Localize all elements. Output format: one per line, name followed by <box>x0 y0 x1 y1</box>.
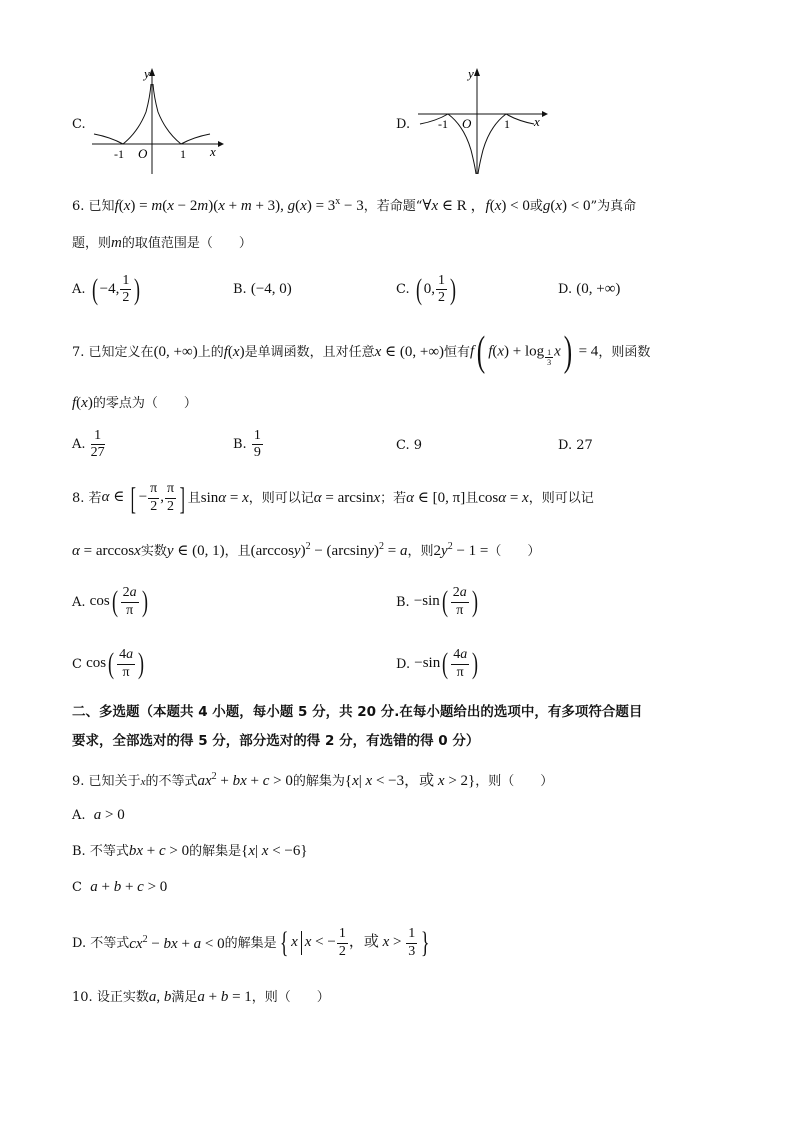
q9-option-b-label: B. 不等式 <box>72 844 129 859</box>
q10-vars: a, b <box>148 989 172 1005</box>
q6-text6: 的取值范围是（ ） <box>121 236 252 251</box>
q9-option-a-label: A. <box>72 808 86 823</box>
q9-option-b-text2: 的解集是 <box>189 844 242 859</box>
q7-option-a[interactable] <box>72 428 106 461</box>
q6-option-b-label: B. <box>233 282 247 297</box>
question-8-line2 <box>72 542 540 559</box>
graph-d <box>414 62 554 177</box>
q6-text1: 已知 <box>88 199 115 214</box>
q6-option-c-label: C. <box>396 282 410 298</box>
q9-option-c-value: a + b + c > 0 <box>90 879 168 895</box>
q10-number: 10. <box>72 990 93 1005</box>
section-2-heading-line2: 要求，全部选对的得 5 分，部分选对的得 2 分，有选错的得 0 分） <box>72 733 480 749</box>
q9-text2: 的不等式 <box>145 774 198 789</box>
q9-text4: ，则（ ） <box>475 774 554 789</box>
q7-option-c[interactable]: C. 9 <box>396 438 423 453</box>
q8-option-a-value: cos( $\frac{2a}{\pi}$ ) <box>89 585 148 618</box>
q7-option-b-label: B. <box>233 437 247 453</box>
q6-number: 6. <box>72 199 85 214</box>
question-9 <box>72 772 553 789</box>
graph-c-x: x <box>210 144 216 159</box>
q7-option-b[interactable] <box>233 428 264 461</box>
q7-domain: x ∈ (0, +∞) <box>374 343 445 360</box>
section-2-heading-line1: 二、多选题（本题共 4 小题，每小题 5 分，共 20 分.在每小题给出的选项中，有多项符合题目 <box>72 704 643 720</box>
question-10 <box>72 990 330 1005</box>
q7-text4: 恒有 <box>444 344 471 360</box>
q7-fx-2: f(x) <box>72 395 93 411</box>
q6-option-c-value: ( 0, $\frac{1}{2}$ ) <box>415 272 457 306</box>
q8-text9: ，则 <box>407 544 434 559</box>
graph-c-y: y <box>144 66 150 81</box>
q8-option-d[interactable] <box>396 644 480 684</box>
q8-text3: ，则可以记 <box>248 490 314 506</box>
q8-option-d-label: D. <box>396 656 411 672</box>
q7-equation: f( f(x) + log $_{\frac{1}{3}}$ x) = 4 <box>470 329 599 375</box>
q9-text3: 的解集为 <box>292 774 345 789</box>
q6-m: m <box>111 235 122 251</box>
q7-text3: 是单调函数，且对任意 <box>244 344 375 360</box>
graph-d-x: x <box>534 114 540 129</box>
q6-formula-forall: ∀x ∈ R ，f(x) < 0 <box>422 198 530 214</box>
q8-interval2: α ∈ [0, π] <box>406 489 466 506</box>
q6-text4: ”为真命 <box>590 199 637 214</box>
q10-text1: 设正实数 <box>96 990 149 1005</box>
q6-text3: 或 <box>529 199 543 214</box>
q8-option-c-value: cos( $\frac{4a}{\pi}$ ) <box>86 647 145 680</box>
q8-text2: 且 <box>187 490 201 506</box>
q9-option-d[interactable] <box>72 922 433 964</box>
q6-option-a-value: ( −4, $\frac{1}{2}$ ) <box>91 272 141 306</box>
q8-option-d-value: −sin( $\frac{4a}{\pi}$ ) <box>414 647 479 680</box>
q8-option-b-label: B. <box>396 594 410 610</box>
q9-option-b[interactable] <box>72 844 308 859</box>
q6-formula-f: f(x) = m(x − 2m)(x + m + 3), $g(x) = 3^x - 3$ <box>114 196 364 214</box>
q9-solution-set: {x| x < −3，或 x > 2} <box>344 773 476 789</box>
q9-option-c-label: C <box>72 880 82 895</box>
question-6-line1 <box>72 197 636 214</box>
q6-option-b[interactable] <box>233 282 292 297</box>
q8-number: 8. <box>72 490 85 506</box>
q7-text5: ，则函数 <box>598 344 651 360</box>
q7-text6: 的零点为（ ） <box>92 396 197 411</box>
q8-option-b-value: −sin( $\frac{2a}{\pi}$ ) <box>413 585 478 618</box>
q9-number: 9. <box>72 774 85 789</box>
q6-text2: ，若命题“ <box>363 199 423 214</box>
q7-option-a-label: A. <box>72 437 86 453</box>
q8-text8: ，且 <box>224 544 251 559</box>
q6-formula-g: g(x) < 0 <box>542 198 591 214</box>
q7-option-b-value: $\frac{1}{9}$ <box>253 428 261 461</box>
question-6-line2 <box>72 236 252 251</box>
question-8-line1 <box>72 476 594 520</box>
q6-option-d-label: D. <box>558 282 573 297</box>
q9-option-a-value: a > 0 <box>93 807 125 823</box>
q6-option-b-value: (−4, 0) <box>250 281 292 297</box>
q7-text2: 上的 <box>197 344 224 360</box>
q10-text3: ，则（ ） <box>251 990 330 1005</box>
q9-option-b-set: {x| x < −6} <box>241 843 308 859</box>
q9-option-d-text2: 的解集是 <box>224 935 277 951</box>
q10-text2: 满足 <box>171 990 198 1005</box>
q6-option-a[interactable] <box>72 273 142 306</box>
q7-option-a-value: $\frac{1}{27}$ <box>90 428 105 461</box>
q7-interval: (0, +∞) <box>153 343 198 360</box>
q8-y-range: y ∈ (0, 1) <box>166 543 225 559</box>
q8-option-a-label: A. <box>72 594 86 610</box>
q6-option-d[interactable] <box>558 282 620 297</box>
q6-option-a-label: A. <box>72 282 86 298</box>
q8-target: $2y^2 - 1$ = <box>433 541 489 559</box>
graph-c-neg1: -1 <box>114 147 124 161</box>
graph-d-one: 1 <box>504 117 510 131</box>
q7-option-d[interactable]: D. 27 <box>558 438 593 453</box>
q8-option-b[interactable] <box>396 582 480 622</box>
q8-arcsin: α = arcsinx <box>313 489 381 506</box>
option-c-label: C. <box>72 117 86 132</box>
graph-c <box>88 62 228 177</box>
q9-option-b-ineq: bx + c > 0 <box>128 843 190 859</box>
q8-option-a[interactable] <box>72 582 150 622</box>
q8-sin: sinα = x <box>200 489 249 506</box>
q8-interval1: α ∈ [ − $\frac{\pi}{2}$ , $\frac{\pi}{2}$ ] <box>101 480 186 516</box>
q7-text1: 已知定义在 <box>88 344 154 360</box>
graph-c-o: O <box>138 146 148 161</box>
q7-fx: f(x) <box>223 343 245 360</box>
q6-text5: 题，则 <box>72 236 112 251</box>
q8-text4: ；若 <box>380 490 407 506</box>
q8-option-c[interactable] <box>72 644 146 684</box>
graph-d-y: y <box>468 66 474 81</box>
q8-text6: ，则可以记 <box>528 490 594 506</box>
graph-c-one: 1 <box>180 147 186 161</box>
q8-text7: 实数 <box>140 544 167 559</box>
q8-arccos: α = arccosx <box>72 543 141 559</box>
q9-inequality: $ax^2$ + bx + c > 0 <box>197 771 293 789</box>
q8-cos: cosα = x <box>478 489 529 506</box>
q6-option-d-value: (0, +∞) <box>576 281 621 297</box>
question-7-line2 <box>72 396 197 411</box>
q8-equation: $(\arccos y)^2 - (\arcsin y)^2 = a$ <box>250 541 408 559</box>
q9-x: x <box>140 776 146 788</box>
option-d-label: D. <box>396 117 411 132</box>
q8-option-c-label: C <box>72 656 82 672</box>
question-7-line1 <box>72 330 650 374</box>
q8-text1: 若 <box>88 490 102 506</box>
q9-option-a[interactable] <box>72 808 125 823</box>
q8-text5: 且 <box>465 490 479 506</box>
graph-d-neg1: -1 <box>438 117 448 131</box>
q9-option-d-set: { x x < − $\frac{1}{2}$ ，或 x > $\frac{1}{3}$ } <box>279 926 430 959</box>
graph-d-o: O <box>462 116 472 131</box>
q10-condition: a + b = 1 <box>197 989 252 1005</box>
q8-text10: （ ） <box>488 544 541 559</box>
q9-text1: 已知关于 <box>88 774 141 789</box>
q6-option-c[interactable] <box>396 273 458 306</box>
q9-option-c[interactable] <box>72 880 167 895</box>
q9-option-d-ineq: $cx^2$ − bx + a < 0 <box>129 933 225 952</box>
q9-option-d-label: D. 不等式 <box>72 935 130 951</box>
q7-number: 7. <box>72 344 85 360</box>
